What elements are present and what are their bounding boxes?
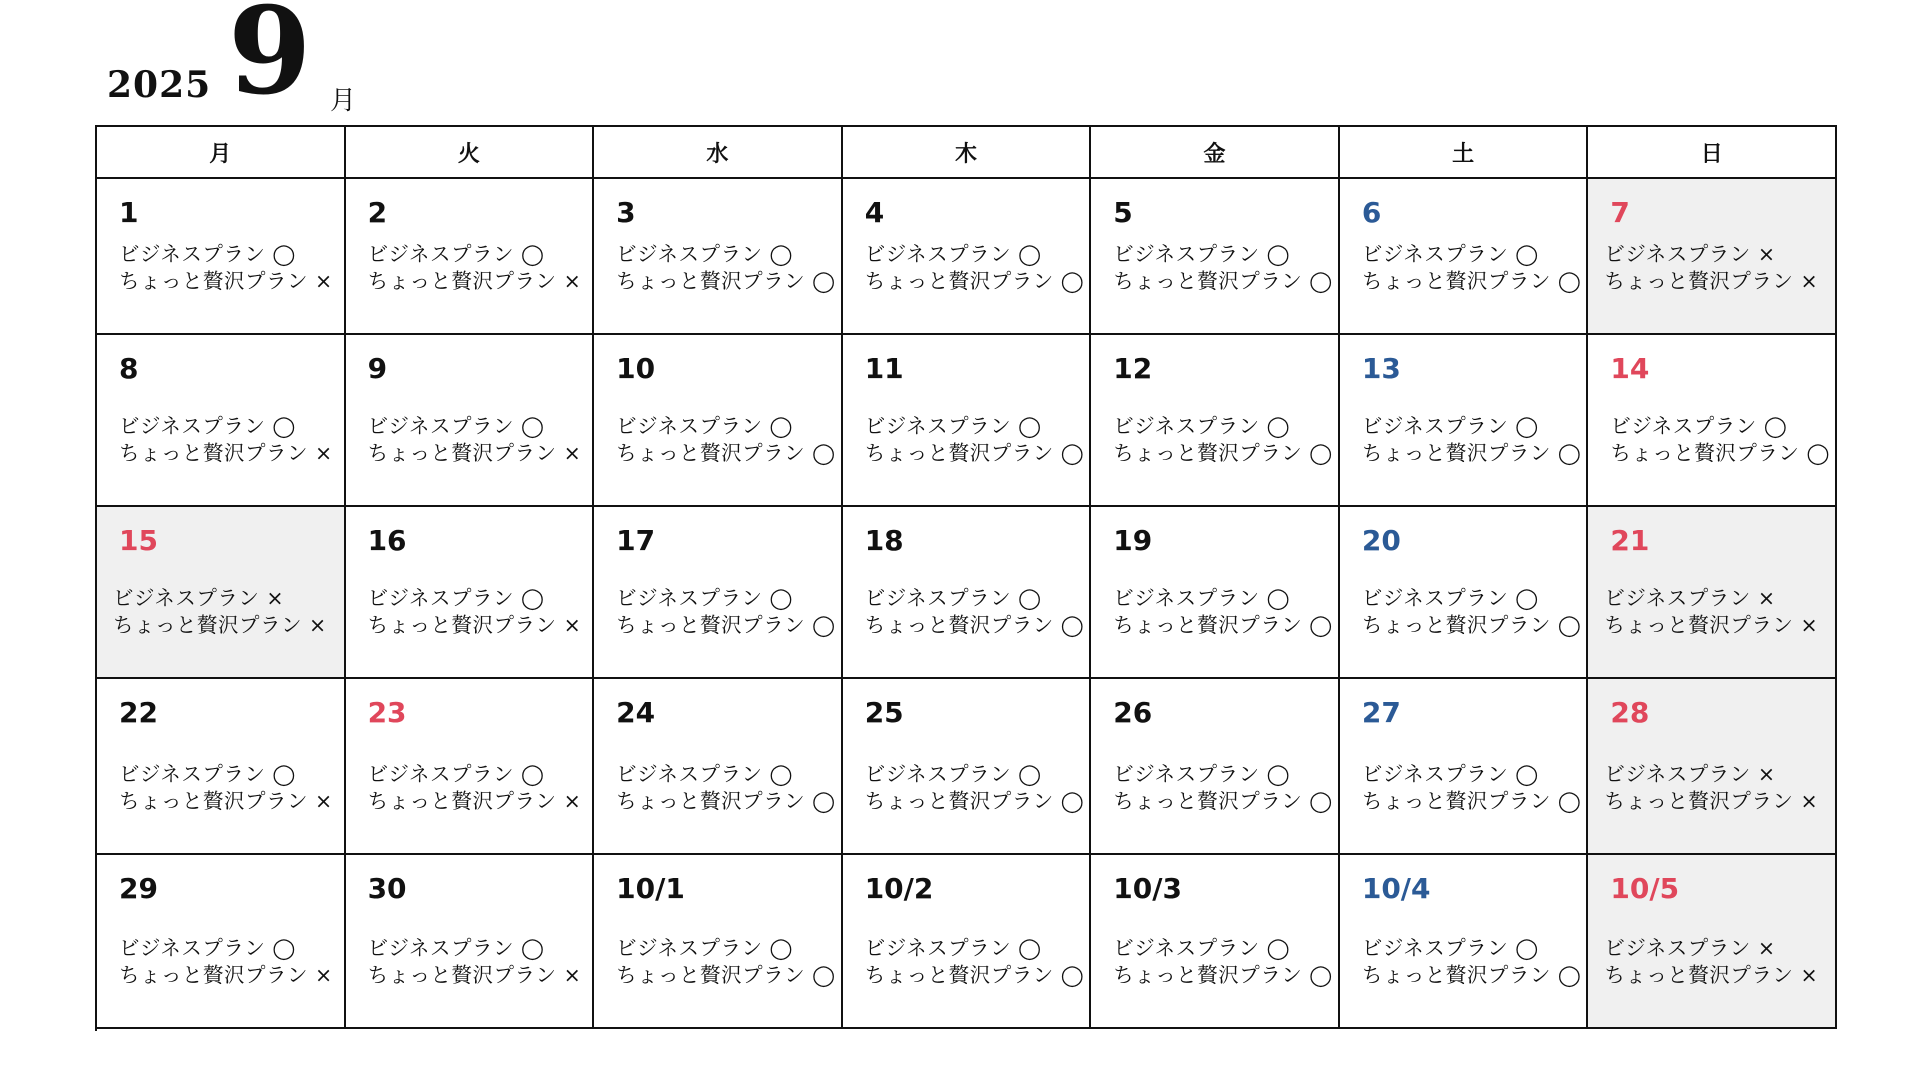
day-number: 10 [616, 352, 656, 385]
day-number: 10/4 [1361, 872, 1431, 905]
day-number: 14 [1610, 352, 1650, 385]
day-cell[interactable] [1340, 855, 1589, 1029]
day-number: 24 [616, 696, 656, 729]
day-cell[interactable] [1091, 855, 1340, 1029]
business-plan-status: ビジネスプラン ◯ [367, 414, 545, 438]
day-number: 10/2 [864, 872, 934, 905]
plan-availability [865, 935, 1086, 989]
business-plan-status: ビジネスプラン ◯ [1610, 414, 1788, 438]
day-number: 18 [864, 524, 904, 557]
plan-availability [119, 241, 340, 295]
day-cell[interactable] [97, 335, 346, 507]
luxury-plan-status: ちょっと贅沢プラン ◯ [1361, 269, 1582, 293]
day-number: 19 [1113, 524, 1153, 557]
luxury-plan-status: ちょっと贅沢プラン ◯ [616, 963, 836, 987]
day-cell[interactable] [1588, 179, 1837, 335]
day-number: 28 [1610, 696, 1650, 729]
luxury-plan-status: ちょっと贅沢プラン ◯ [1113, 613, 1333, 637]
business-plan-status: ビジネスプラン ◯ [367, 242, 545, 266]
luxury-plan-status: ちょっと贅沢プラン ◯ [1113, 963, 1333, 987]
day-cell[interactable] [594, 855, 843, 1029]
business-plan-status: ビジネスプラン ◯ [1113, 242, 1291, 266]
day-number: 2 [367, 196, 388, 229]
weekday-header-fri: 金 [1091, 127, 1340, 179]
business-plan-status: ビジネスプラン ◯ [367, 936, 545, 960]
luxury-plan-status: ちょっと贅沢プラン ◯ [616, 269, 836, 293]
day-number: 23 [367, 696, 407, 729]
day-cell[interactable] [594, 507, 843, 679]
business-plan-status: ビジネスプラン ◯ [616, 936, 793, 960]
plan-availability [616, 761, 837, 815]
day-cell[interactable] [346, 855, 595, 1029]
plan-availability [1604, 585, 1831, 639]
day-number: 15 [119, 524, 158, 557]
luxury-plan-status: ちょっと贅沢プラン × [113, 613, 327, 637]
luxury-plan-status: ちょっと贅沢プラン × [367, 963, 582, 987]
day-number: 10/3 [1113, 872, 1182, 905]
day-cell[interactable] [346, 507, 595, 679]
luxury-plan-status: ちょっと贅沢プラン × [119, 269, 333, 293]
plan-availability [1362, 413, 1583, 467]
business-plan-status: ビジネスプラン × [113, 586, 285, 610]
calendar-header [0, 0, 1920, 126]
plan-availability [1604, 761, 1831, 815]
business-plan-status: ビジネスプラン × [1604, 586, 1776, 610]
day-number: 8 [119, 352, 139, 385]
day-number: 30 [367, 872, 407, 905]
calendar-grid [95, 125, 1837, 1031]
luxury-plan-status: ちょっと贅沢プラン ◯ [1113, 789, 1333, 813]
weekday-header-wed: 水 [594, 127, 843, 179]
day-cell[interactable] [1340, 679, 1589, 855]
day-number: 10/1 [616, 872, 685, 905]
day-number: 10/5 [1610, 872, 1680, 905]
weekday-header-tue: 火 [346, 127, 595, 179]
luxury-plan-status: ちょっと贅沢プラン ◯ [1610, 441, 1830, 465]
business-plan-status: ビジネスプラン ◯ [864, 936, 1042, 960]
day-cell[interactable] [843, 855, 1092, 1029]
plan-availability [119, 761, 340, 815]
day-number: 27 [1361, 696, 1401, 729]
day-number: 5 [1113, 196, 1133, 229]
day-cell[interactable] [1091, 179, 1340, 335]
business-plan-status: ビジネスプラン ◯ [864, 242, 1042, 266]
luxury-plan-status: ちょっと贅沢プラン ◯ [1361, 613, 1582, 637]
day-cell[interactable] [594, 179, 843, 335]
business-plan-status: ビジネスプラン ◯ [1361, 936, 1539, 960]
plan-availability [616, 413, 837, 467]
day-cell[interactable] [594, 335, 843, 507]
luxury-plan-status: ちょっと贅沢プラン ◯ [1361, 789, 1582, 813]
day-cell[interactable] [97, 679, 346, 855]
luxury-plan-status: ちょっと贅沢プラン × [1604, 789, 1819, 813]
day-cell[interactable] [843, 679, 1092, 855]
luxury-plan-status: ちょっと贅沢プラン × [1604, 269, 1819, 293]
day-number: 25 [864, 696, 904, 729]
luxury-plan-status: ちょっと贅沢プラン × [1604, 613, 1819, 637]
plan-availability [368, 761, 589, 815]
day-cell[interactable] [1588, 679, 1837, 855]
day-number: 22 [119, 696, 158, 729]
day-number: 11 [864, 352, 904, 385]
plan-availability [1113, 585, 1334, 639]
business-plan-status: ビジネスプラン ◯ [616, 242, 793, 266]
luxury-plan-status: ちょっと贅沢プラン × [119, 789, 333, 813]
business-plan-status: ビジネスプラン ◯ [864, 762, 1042, 786]
day-cell[interactable] [843, 507, 1092, 679]
luxury-plan-status: ちょっと贅沢プラン × [367, 789, 582, 813]
day-cell[interactable] [346, 335, 595, 507]
plan-availability [865, 585, 1086, 639]
business-plan-status: ビジネスプラン ◯ [1113, 414, 1291, 438]
day-cell[interactable] [346, 179, 595, 335]
year-label: 2025 [107, 64, 212, 106]
luxury-plan-status: ちょっと贅沢プラン × [119, 963, 333, 987]
plan-availability [865, 241, 1086, 295]
plan-availability [368, 935, 589, 989]
day-cell[interactable] [1340, 335, 1589, 507]
luxury-plan-status: ちょっと贅沢プラン × [367, 441, 582, 465]
business-plan-status: ビジネスプラン ◯ [864, 586, 1042, 610]
business-plan-status: ビジネスプラン ◯ [119, 936, 296, 960]
day-cell[interactable] [97, 507, 346, 679]
luxury-plan-status: ちょっと贅沢プラン ◯ [616, 441, 836, 465]
day-cell[interactable] [1588, 507, 1837, 679]
business-plan-status: ビジネスプラン ◯ [1361, 586, 1539, 610]
day-number: 20 [1361, 524, 1401, 557]
day-number: 13 [1361, 352, 1401, 385]
day-cell[interactable] [97, 855, 346, 1029]
luxury-plan-status: ちょっと贅沢プラン ◯ [864, 269, 1085, 293]
day-cell[interactable] [1091, 679, 1340, 855]
business-plan-status: ビジネスプラン ◯ [1113, 762, 1291, 786]
day-cell[interactable] [1340, 507, 1589, 679]
plan-availability [1113, 413, 1334, 467]
day-number: 4 [864, 196, 885, 229]
plan-availability [119, 935, 340, 989]
day-number: 1 [119, 196, 139, 229]
luxury-plan-status: ちょっと贅沢プラン × [1604, 963, 1819, 987]
business-plan-status: ビジネスプラン ◯ [616, 414, 793, 438]
day-number: 21 [1610, 524, 1650, 557]
weekday-header-mon: 月 [97, 127, 346, 179]
day-cell[interactable] [594, 679, 843, 855]
luxury-plan-status: ちょっと贅沢プラン × [119, 441, 333, 465]
plan-availability [1362, 935, 1583, 989]
plan-availability [368, 413, 589, 467]
plan-availability [1362, 585, 1583, 639]
business-plan-status: ビジネスプラン ◯ [1361, 414, 1539, 438]
business-plan-status: ビジネスプラン ◯ [119, 242, 296, 266]
plan-availability [865, 761, 1086, 815]
luxury-plan-status: ちょっと贅沢プラン ◯ [1113, 441, 1333, 465]
luxury-plan-status: ちょっと贅沢プラン ◯ [864, 613, 1085, 637]
business-plan-status: ビジネスプラン ◯ [1113, 936, 1291, 960]
business-plan-status: ビジネスプラン ◯ [367, 762, 545, 786]
business-plan-status: ビジネスプラン ◯ [864, 414, 1042, 438]
business-plan-status: ビジネスプラン ◯ [367, 586, 545, 610]
plan-availability [1113, 241, 1334, 295]
plan-availability [616, 935, 837, 989]
luxury-plan-status: ちょっと贅沢プラン ◯ [864, 789, 1085, 813]
plan-availability [1610, 413, 1831, 467]
plan-availability [368, 241, 589, 295]
day-number: 9 [367, 352, 388, 385]
business-plan-status: ビジネスプラン ◯ [1113, 586, 1291, 610]
day-number: 16 [367, 524, 407, 557]
business-plan-status: ビジネスプラン ◯ [616, 586, 793, 610]
day-cell[interactable] [843, 179, 1092, 335]
luxury-plan-status: ちょっと贅沢プラン × [367, 613, 582, 637]
plan-availability [368, 585, 589, 639]
day-cell[interactable] [843, 335, 1092, 507]
luxury-plan-status: ちょっと贅沢プラン ◯ [1113, 269, 1333, 293]
day-cell[interactable] [346, 679, 595, 855]
plan-availability [1113, 761, 1334, 815]
luxury-plan-status: ちょっと贅沢プラン ◯ [616, 613, 836, 637]
luxury-plan-status: ちょっと贅沢プラン ◯ [864, 441, 1085, 465]
day-number: 6 [1361, 196, 1382, 229]
business-plan-status: ビジネスプラン ◯ [1361, 242, 1539, 266]
luxury-plan-status: ちょっと贅沢プラン ◯ [1361, 963, 1582, 987]
plan-availability [1362, 241, 1583, 295]
business-plan-status: ビジネスプラン ◯ [119, 762, 296, 786]
weekday-header-thu: 木 [843, 127, 1092, 179]
day-cell[interactable] [1091, 335, 1340, 507]
plan-availability [113, 585, 340, 639]
month-number: 9 [228, 0, 312, 122]
weekday-header-sun: 日 [1588, 127, 1837, 179]
business-plan-status: ビジネスプラン × [1604, 242, 1776, 266]
day-number: 7 [1610, 196, 1630, 229]
plan-availability [1604, 241, 1831, 295]
business-plan-status: ビジネスプラン ◯ [1361, 762, 1539, 786]
month-suffix: 月 [330, 86, 357, 116]
plan-availability [1604, 935, 1831, 989]
luxury-plan-status: ちょっと贅沢プラン × [367, 269, 582, 293]
plan-availability [616, 241, 837, 295]
day-number: 17 [616, 524, 656, 557]
plan-availability [1113, 935, 1334, 989]
business-plan-status: ビジネスプラン ◯ [616, 762, 793, 786]
business-plan-status: ビジネスプラン × [1604, 936, 1776, 960]
business-plan-status: ビジネスプラン × [1604, 762, 1776, 786]
day-cell[interactable] [97, 179, 346, 335]
day-cell[interactable] [1588, 855, 1837, 1029]
day-cell[interactable] [1091, 507, 1340, 679]
business-plan-status: ビジネスプラン ◯ [119, 414, 296, 438]
plan-availability [616, 585, 837, 639]
day-number: 3 [616, 196, 636, 229]
day-number: 12 [1113, 352, 1153, 385]
plan-availability [1362, 761, 1583, 815]
weekday-header-sat: 土 [1340, 127, 1589, 179]
day-cell[interactable] [1588, 335, 1837, 507]
day-number: 29 [119, 872, 158, 905]
day-cell[interactable] [1340, 179, 1589, 335]
luxury-plan-status: ちょっと贅沢プラン ◯ [616, 789, 836, 813]
plan-availability [119, 413, 340, 467]
plan-availability [865, 413, 1086, 467]
day-number: 26 [1113, 696, 1153, 729]
luxury-plan-status: ちょっと贅沢プラン ◯ [864, 963, 1085, 987]
luxury-plan-status: ちょっと贅沢プラン ◯ [1361, 441, 1582, 465]
